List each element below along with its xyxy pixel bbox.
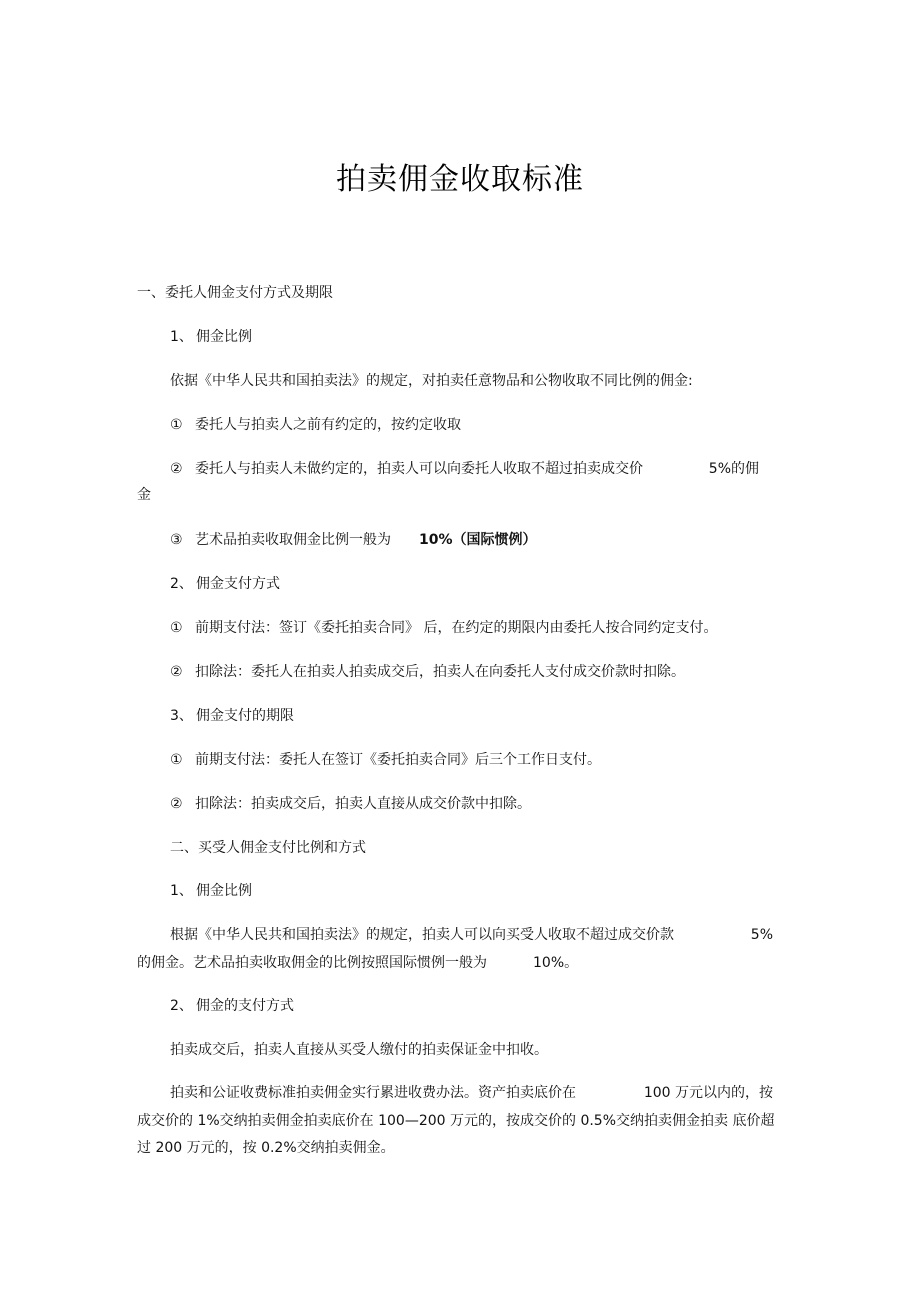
subsection-heading: [170, 574, 773, 594]
list-marker: ①: [170, 752, 183, 768]
list-item-text: 扣除法：拍卖成交后，拍卖人直接从成交价款中扣除。: [195, 796, 531, 812]
list-item: [170, 750, 773, 770]
list-item-text: 委托人与拍卖人之前有约定的，按约定收取: [195, 417, 461, 433]
paragraph-line: 成交价的 1%交纳拍卖佣金拍卖底价在 100—200 万元的，按成交价的 0.5%交纳拍卖佣金拍卖 底价超: [137, 1113, 775, 1129]
paragraph-line: [137, 953, 773, 973]
list-item-tail: 5%的佣: [708, 461, 759, 477]
subsection-number: 2、: [170, 576, 193, 592]
subsection-heading: [170, 327, 773, 347]
subsection-number: 2、: [170, 998, 193, 1014]
paragraph-text: 拍卖和公证收费标准拍卖佣金实行累进收费办法。资产拍卖底价在: [170, 1085, 576, 1101]
paragraph-text: 的佣金。艺术品拍卖收取佣金的比例按照国际惯例一般为: [137, 955, 487, 971]
list-item-text: 扣除法：委托人在拍卖人拍卖成交后，拍卖人在向委托人支付成交价款时扣除。: [195, 664, 685, 680]
list-item: [170, 415, 773, 435]
paragraph-value: 10%。: [533, 955, 579, 971]
list-marker: ①: [170, 417, 183, 433]
paragraph-line: [170, 1083, 773, 1103]
list-item-text: 前期支付法：委托人在签订《委托拍卖合同》后三个工作日支付。: [195, 752, 601, 768]
subsection-label: 佣金支付方式: [196, 576, 280, 592]
paragraph-tail: 100 万元以内的，按: [643, 1085, 773, 1101]
subsection-heading: [170, 996, 773, 1016]
subsection-number: 1、: [170, 883, 193, 899]
subsection-number: 1、: [170, 329, 193, 345]
list-marker: ②: [170, 461, 183, 477]
subsection-label: 佣金支付的期限: [196, 708, 294, 724]
subsection-label: 佣金比例: [196, 883, 252, 899]
paragraph-line: [170, 925, 773, 945]
paragraph-text: 根据《中华人民共和国拍卖法》的规定，拍卖人可以向买受人收取不超过成交价款: [170, 927, 674, 943]
list-marker: ③: [170, 532, 183, 548]
subsection-label: 佣金比例: [196, 329, 252, 345]
subsection-label: 佣金的支付方式: [196, 998, 294, 1014]
list-item: [170, 794, 773, 814]
subsection-heading: [170, 881, 773, 901]
paragraph-tail: 5%: [750, 927, 773, 943]
section-heading: 一、委托人佣金支付方式及期限: [137, 285, 333, 301]
list-item: [170, 459, 773, 479]
list-item: [170, 530, 773, 550]
list-item-text: 前期支付法：签订《委托拍卖合同》 后，在约定的期限内由委托人按合同约定支付。: [195, 620, 718, 636]
list-item: [170, 618, 773, 638]
section-heading: 二、买受人佣金支付比例和方式: [170, 840, 366, 856]
list-item: [170, 662, 773, 682]
paragraph: 依据《中华人民共和国拍卖法》的规定，对拍卖任意物品和公物收取不同比例的佣金:: [170, 373, 693, 389]
page-title: 拍卖佣金收取标准: [336, 162, 584, 197]
list-item-text: 委托人与拍卖人未做约定的，拍卖人可以向委托人收取不超过拍卖成交价: [195, 461, 643, 477]
list-marker: ②: [170, 796, 183, 812]
paragraph: 拍卖成交后，拍卖人直接从买受人缴付的拍卖保证金中扣收。: [170, 1042, 548, 1058]
list-marker: ②: [170, 664, 183, 680]
paragraph-line: 过 200 万元的，按 0.2%交纳拍卖佣金。: [137, 1140, 395, 1156]
list-item-value: 10%（国际惯例）: [419, 532, 537, 548]
subsection-heading: [170, 706, 773, 726]
list-item-continuation: 金: [137, 487, 151, 503]
subsection-number: 3、: [170, 708, 193, 724]
list-item-text: 艺术品拍卖收取佣金比例一般为: [195, 532, 391, 548]
list-marker: ①: [170, 620, 183, 636]
